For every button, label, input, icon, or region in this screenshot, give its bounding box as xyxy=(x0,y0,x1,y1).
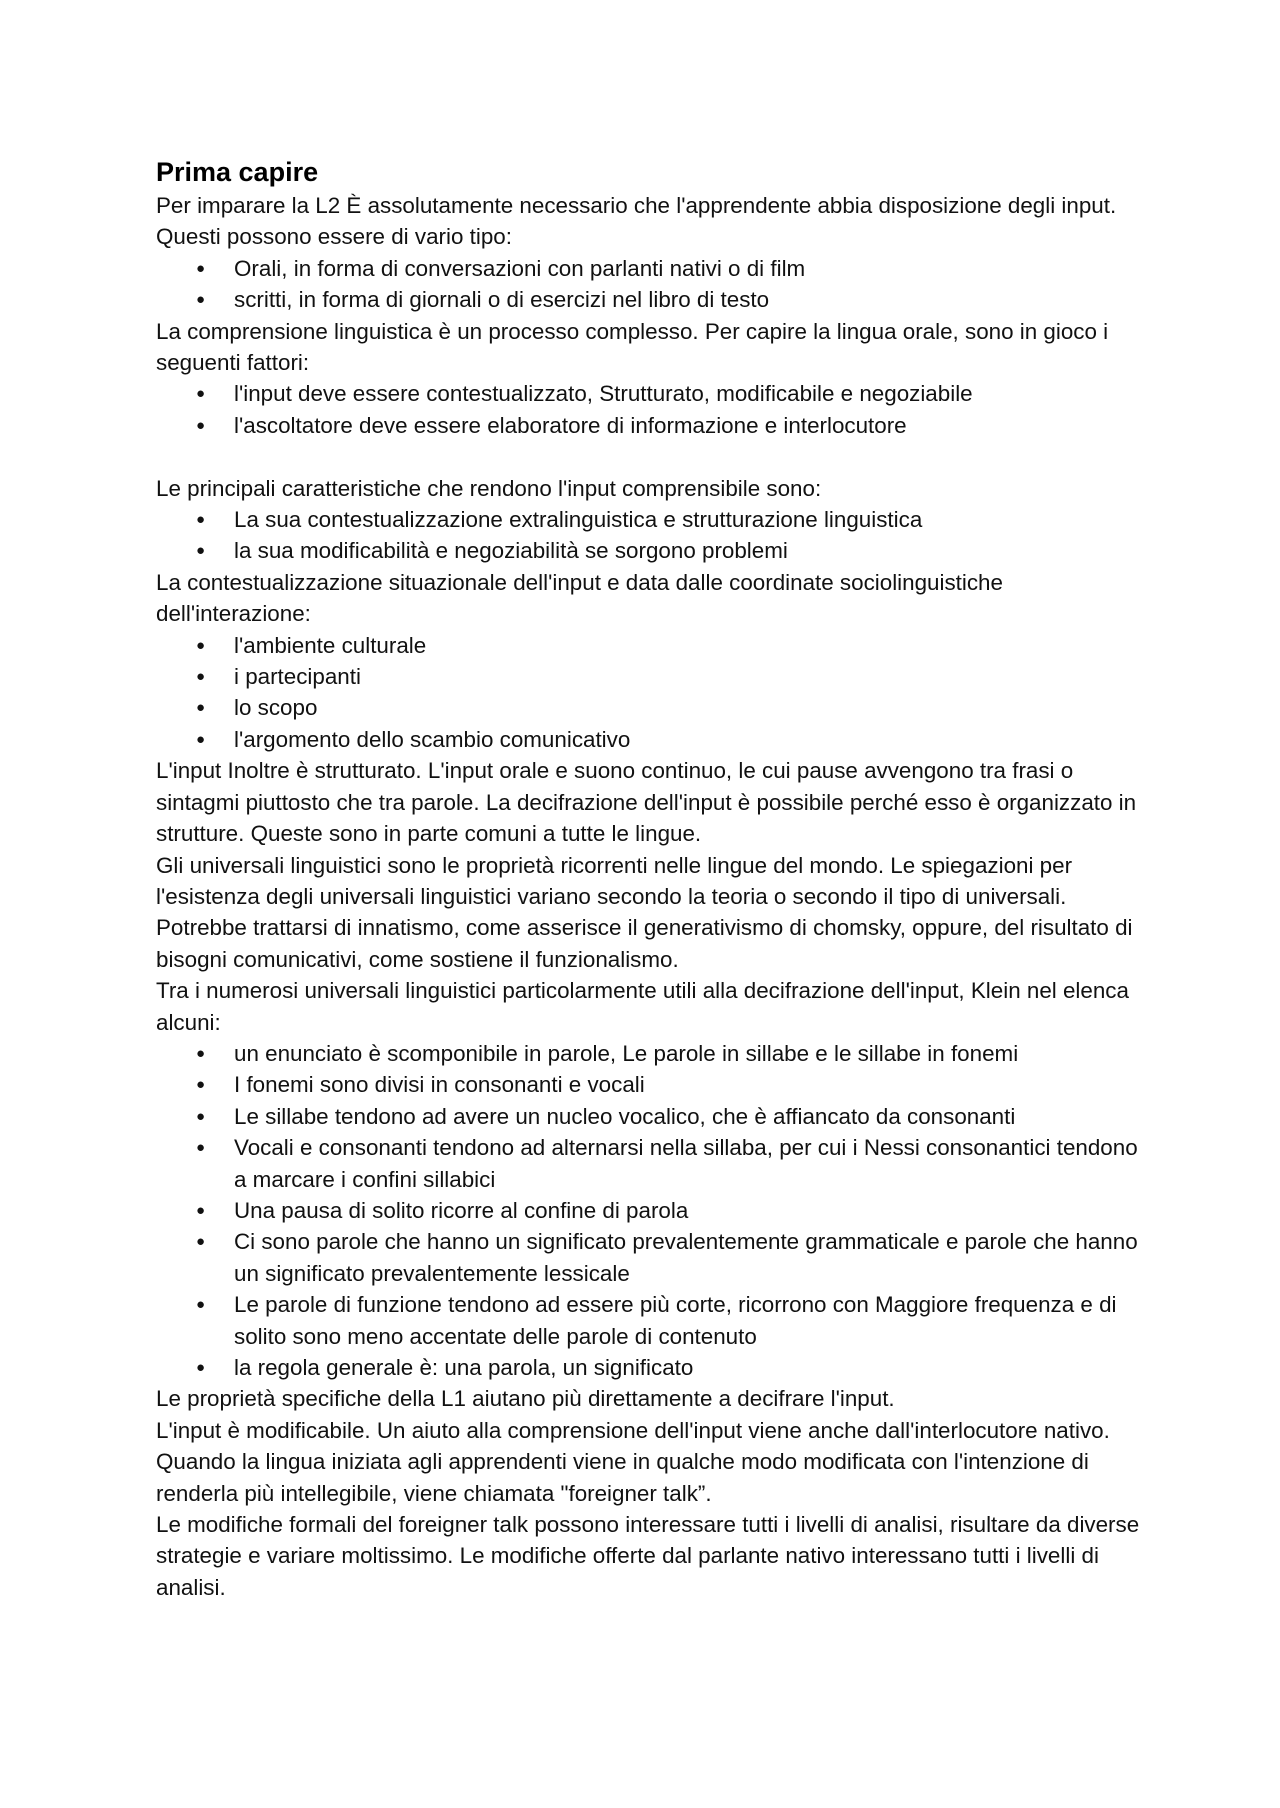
paragraph-structure: L'input Inoltre è strutturato. L'input orale e suono continuo, le cui pause avvengono tra frasi o sintagmi piuttosto che tra parole. La decifrazione dell'input è possibile perché esso è organizzato in strutture. Queste sono in parte comuni a tutte le lingue. xyxy=(156,758,1137,847)
list-item: ● l'ambiente culturale xyxy=(234,630,1156,661)
factors-list xyxy=(156,378,1156,441)
paragraph-characteristics: Le principali caratteristiche che rendono l'input comprensibile sono: xyxy=(156,475,822,501)
universals-list xyxy=(156,1038,1156,1383)
list-item: ● l'input deve essere contestualizzato, Strutturato, modificabile e negoziabile xyxy=(234,378,1156,409)
list-item: ● lo scopo xyxy=(234,692,1156,723)
list-item: ● la sua modificabilità e negoziabilità se sorgono problemi xyxy=(234,535,1156,566)
list-item: ● scritti, in forma di giornali o di esercizi nel libro di testo xyxy=(234,284,1156,315)
paragraph-comprehension: La comprensione linguistica è un processo complesso. Per capire la lingua orale, sono in gioco i seguenti fattori: xyxy=(156,318,1109,376)
paragraph-l1: Le proprietà specifiche della L1 aiutano più direttamente a decifrare l'input. xyxy=(156,1386,895,1412)
input-types-list xyxy=(156,253,1156,316)
characteristics-list xyxy=(156,504,1156,567)
list-item: ● La sua contestualizzazione extralinguistica e strutturazione linguistica xyxy=(234,504,1156,535)
list-item: ● i partecipanti xyxy=(234,661,1156,692)
list-item: ● Ci sono parole che hanno un significato prevalentemente grammaticale e parole che hanno un significato prevalentemente lessicale xyxy=(234,1226,1156,1289)
coordinates-list xyxy=(156,630,1156,756)
list-item: ● la regola generale è: una parola, un significato xyxy=(234,1352,1156,1383)
list-item: ● I fonemi sono divisi in consonanti e vocali xyxy=(234,1069,1156,1100)
paragraph-foreigner-talk: Le modifiche formali del foreigner talk possono interessare tutti i livelli di analisi, risultare da diverse strategie e variare moltissimo. Le modifiche offerte dal parlante nativo interessano tutti i livelli di analisi. xyxy=(156,1512,1140,1600)
page-title: Prima capire xyxy=(156,157,319,187)
paragraph-universals: Gli universali linguistici sono le proprietà ricorrenti nelle lingue del mondo. Le spiegazioni per l'esistenza degli universali linguistici variano secondo la teoria o secondo il tipo di universali. Potrebbe trattarsi di innatismo, come asserisce il generativismo di chomsky, oppure, del risultato di bisogni comunicativi, come sostiene il funzionalismo. xyxy=(156,852,1133,972)
list-item: ● Le parole di funzione tendono ad essere più corte, ricorrono con Maggiore frequenza e di solito sono meno accentate delle parole di contenuto xyxy=(234,1289,1156,1352)
list-item: ● Le sillabe tendono ad avere un nucleo vocalico, che è affiancato da consonanti xyxy=(234,1101,1156,1132)
document-body xyxy=(156,154,1156,1603)
list-item: ● un enunciato è scomponibile in parole, Le parole in sillabe e le sillabe in fonemi xyxy=(234,1038,1156,1069)
paragraph-intro: Per imparare la L2 È assolutamente necessario che l'apprendente abbia disposizione degli input. Questi possono essere di vario tipo: xyxy=(156,193,1117,250)
paragraph-contextualization: La contestualizzazione situazionale dell'input e data dalle coordinate sociolinguistiche dell'interazione: xyxy=(156,569,1003,627)
list-item: ● Vocali e consonanti tendono ad alternarsi nella sillaba, per cui i Nessi consonantici tendono a marcare i confini sillabici xyxy=(234,1132,1156,1195)
list-item: ● l'ascoltatore deve essere elaboratore di informazione e interlocutore xyxy=(234,410,1156,441)
list-item: ● l'argomento dello scambio comunicativo xyxy=(234,724,1156,755)
list-item: ● Orali, in forma di conversazioni con parlanti nativi o di film xyxy=(234,253,1156,284)
blank-line xyxy=(156,441,1156,472)
paragraph-klein: Tra i numerosi universali linguistici particolarmente utili alla decifrazione dell'input, Klein nel elenca alcuni: xyxy=(156,978,1129,1035)
list-item: ● Una pausa di solito ricorre al confine di parola xyxy=(234,1195,1156,1226)
paragraph-modifiable: L'input è modificabile. Un aiuto alla comprensione dell'input viene anche dall'interlocutore nativo. Quando la lingua iniziata agli apprendenti viene in qualche modo modificata con l'intenzione di renderla più intellegibile, viene chiamata "foreigner talk”. xyxy=(156,1417,1110,1506)
